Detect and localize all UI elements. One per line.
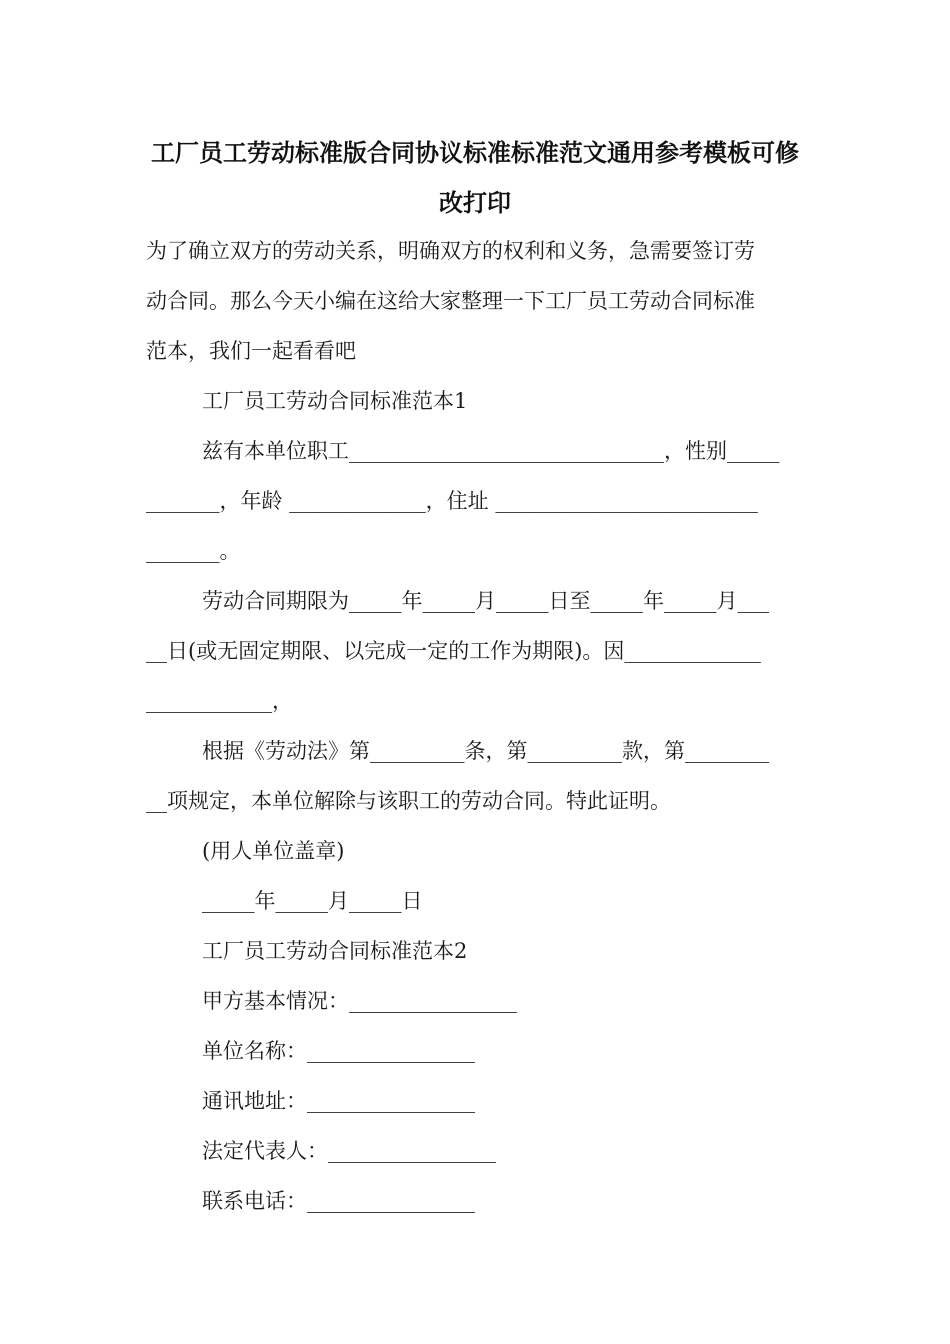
field-line: 法定代表人：________________ (202, 1139, 496, 1163)
date-line: _____年_____月_____日 (202, 889, 423, 913)
field-line: 单位名称：________________ (202, 1039, 475, 1063)
field-line: 联系电话：________________ (202, 1189, 475, 1213)
field-line: 通讯地址：________________ (202, 1089, 475, 1113)
intro-line-3: 范本，我们一起看看吧 (146, 339, 356, 363)
intro-line-1: 为了确立双方的劳动关系，明确双方的权利和义务，急需要签订劳 (146, 239, 755, 263)
paragraph-line: 劳动合同期限为_____年_____月_____日至_____年_____月___ (202, 589, 769, 613)
seal-line: (用人单位盖章) (202, 839, 345, 863)
intro-line-2: 动合同。那么今天小编在这给大家整理一下工厂员工劳动合同标准 (146, 289, 755, 313)
paragraph-line: 兹有本单位职工______________________________，性别_____ (202, 439, 780, 463)
paragraph-line: _______。 (146, 539, 241, 563)
section-heading-1: 工厂员工劳动合同标准范本1 (202, 389, 468, 413)
document-title: 工厂员工劳动标准版合同协议标准标准范文通用参考模板可修改打印 (151, 139, 799, 217)
section-heading-2: 工厂员工劳动合同标准范本2 (202, 939, 468, 963)
field-line: 甲方基本情况：________________ (202, 989, 517, 1013)
paragraph-line: __日(或无固定期限、以完成一定的工作为期限)。因_____________ (146, 639, 761, 663)
paragraph-line: __项规定，本单位解除与该职工的劳动合同。特此证明。 (146, 789, 671, 813)
paragraph-line: ____________， (146, 689, 293, 713)
paragraph-line: _______，年龄 _____________，住址 _________________________ (146, 489, 758, 513)
paragraph-line: 根据《劳动法》第_________条，第_________款，第________ (202, 739, 769, 763)
